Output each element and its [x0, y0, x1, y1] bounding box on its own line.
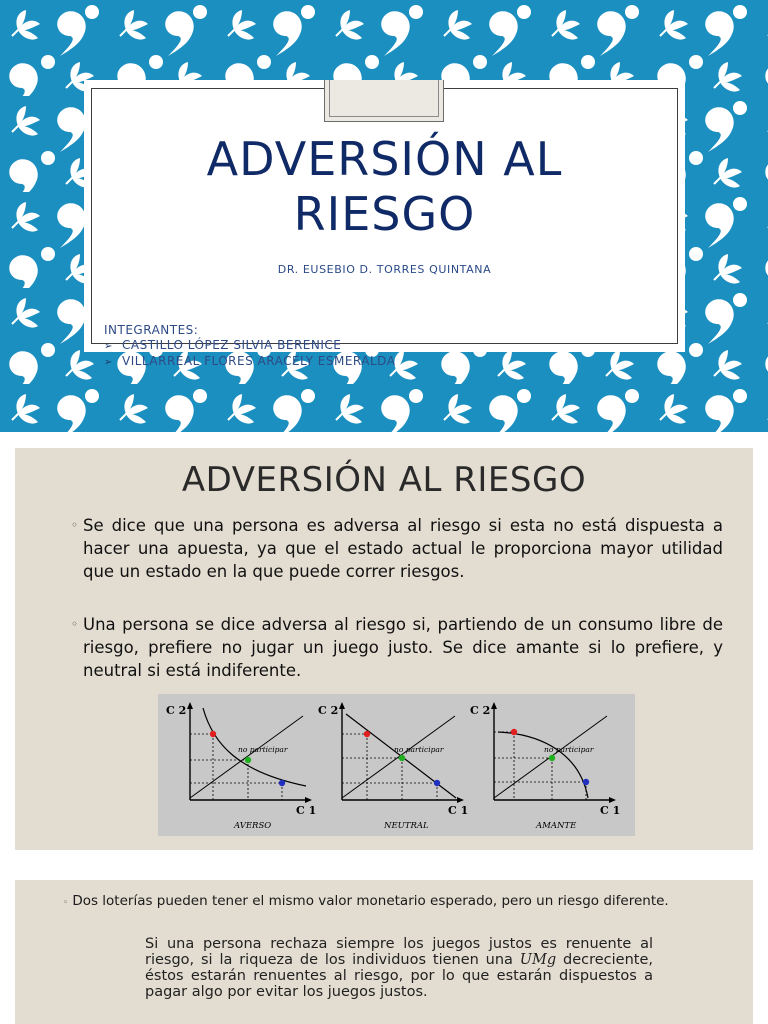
y-axis-arrow-icon	[491, 702, 497, 709]
paragraph-2	[71, 613, 723, 682]
member-item	[104, 338, 395, 354]
panel-neutral	[318, 702, 468, 831]
y-axis-arrow-icon	[187, 702, 193, 709]
panel-caption: NEUTRAL	[384, 821, 429, 831]
circle-bullet-icon: ◦	[63, 898, 69, 908]
circle-bullet-icon: ◦	[71, 518, 79, 532]
title-card-tab	[324, 80, 444, 122]
x-label: C 1	[296, 804, 317, 817]
risk-attitude-diagram	[158, 694, 635, 836]
annotation: no participar	[544, 745, 594, 754]
x-label: C 1	[448, 804, 469, 817]
point-top	[210, 731, 216, 737]
member-name: CASTILLO LÓPEZ SILVIA BERENICE	[122, 338, 342, 352]
paragraph-2-text: Una persona se dice adversa al riesgo si, partiendo de un consumo libre de riesgo, prefiere no jugar un juego justo. Se dice amante si lo prefiere, y neutral si está indiferente.	[83, 615, 723, 680]
point-top	[364, 731, 370, 737]
paragraph-text-end: decreciente, éstos estarán renuentes al riesgo, por lo que estarán dispuestos a pagar algo por evitar los juegos justos.	[145, 952, 653, 1000]
indifference-curve	[498, 732, 588, 798]
point-top	[511, 729, 517, 735]
point-bottom	[583, 779, 589, 785]
lotteries-slide	[15, 880, 753, 1024]
certainty-line	[190, 716, 303, 798]
lotteries-bullet	[63, 893, 669, 909]
circle-bullet-icon: ◦	[71, 617, 79, 631]
x-label: C 1	[600, 804, 621, 817]
panel-caption: AVERSO	[234, 821, 272, 831]
x-axis-arrow-icon	[609, 797, 616, 803]
annotation: no participar	[394, 745, 444, 754]
x-axis-arrow-icon	[457, 797, 464, 803]
paragraph-1-text: Se dice que una persona es adversa al riesgo si esta no está dispuesta a hacer una apuesta, ya que el estado actual le proporciona mayor utilidad que un estado en la que puede correr riesgos.	[83, 516, 723, 581]
annotation: no participar	[238, 745, 288, 754]
y-label: C 2	[166, 704, 187, 717]
y-axis-arrow-icon	[339, 702, 345, 709]
y-label: C 2	[470, 704, 491, 717]
paragraph-1	[71, 514, 723, 583]
arrow-bullet-icon: ➢	[104, 357, 113, 368]
presenter-name: DR. EUSEBIO D. TORRES QUINTANA	[277, 263, 492, 276]
risk-attitude-figure	[158, 694, 635, 836]
definition-slide	[15, 448, 753, 850]
arrow-bullet-icon: ➢	[104, 341, 113, 352]
point-bottom	[279, 780, 285, 786]
panel-caption: AMANTE	[536, 821, 577, 831]
members-heading: INTEGRANTES:	[104, 323, 199, 337]
paragraph-text-start: Si una persona rechaza siempre los juegos justos es renuente al riesgo, si la riqueza de los individuos tienen una	[145, 936, 653, 968]
slide-title: ADVERSIÓN AL RIESGO	[181, 460, 587, 500]
panel-amante	[470, 702, 620, 831]
member-name: VILLARREAL FLORES ARACELY ESMERALDA	[122, 354, 396, 368]
title-slide	[0, 0, 768, 432]
title-card	[84, 80, 685, 352]
main-title-line1: ADVERSIÓN AL	[206, 132, 563, 186]
panel-averso	[166, 702, 316, 831]
y-label: C 2	[318, 704, 339, 717]
member-item	[104, 354, 395, 370]
point-bottom	[434, 780, 440, 786]
risk-averse-paragraph	[145, 936, 653, 1000]
point-middle	[399, 755, 405, 761]
x-axis-arrow-icon	[305, 797, 312, 803]
umg-term: UMg	[519, 952, 557, 968]
point-middle	[549, 755, 555, 761]
members-list	[104, 323, 395, 370]
main-title	[84, 132, 685, 242]
lotteries-bullet-text: Dos loterías pueden tener el mismo valor monetario esperado, pero un riesgo diferente.	[72, 893, 669, 909]
point-middle	[245, 757, 251, 763]
main-title-line2: RIESGO	[293, 187, 476, 241]
